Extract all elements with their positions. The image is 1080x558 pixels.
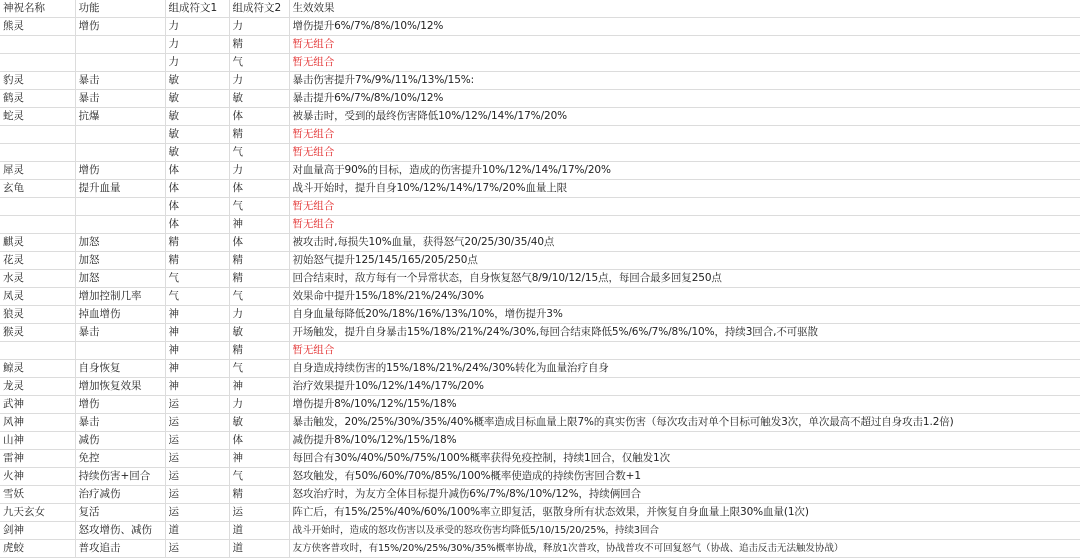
cell-name: 凤灵 [0, 288, 75, 306]
cell-function: 减伤 [75, 432, 165, 450]
cell-function: 暴击 [75, 324, 165, 342]
cell-effect: 阵亡后，有15%/25%/40%/60%/100%率立即复活，驱散身所有状态效果，并恢复自身血量上限30%血量(1次) [289, 504, 1080, 522]
table-row [0, 162, 1080, 180]
cell-rune-2: 敏 [229, 414, 289, 432]
cell-name: 风神 [0, 414, 75, 432]
table-row [0, 468, 1080, 486]
table-row [0, 72, 1080, 90]
cell-function: 加怒 [75, 270, 165, 288]
header-rune-1: 组成符文1 [165, 0, 229, 18]
cell-function: 暴击 [75, 72, 165, 90]
cell-rune-1: 运 [165, 504, 229, 522]
cell-function: 暴击 [75, 90, 165, 108]
cell-name [0, 144, 75, 162]
cell-effect: 减伤提升8%/10%/12%/15%/18% [289, 432, 1080, 450]
table-row [0, 540, 1080, 558]
cell-rune-2: 气 [229, 54, 289, 72]
table-row [0, 90, 1080, 108]
table-row [0, 144, 1080, 162]
cell-function: 治疗减伤 [75, 486, 165, 504]
cell-function: 复活 [75, 504, 165, 522]
cell-name: 花灵 [0, 252, 75, 270]
cell-effect: 自身造成持续伤害的15%/18%/21%/24%/30%转化为血量治疗自身 [289, 360, 1080, 378]
cell-name [0, 36, 75, 54]
cell-function: 暴击 [75, 414, 165, 432]
cell-function: 增伤 [75, 18, 165, 36]
cell-rune-2: 精 [229, 270, 289, 288]
header-function: 功能 [75, 0, 165, 18]
cell-effect: 暂无组合 [289, 126, 1080, 144]
cell-function: 怒攻增伤、减伤 [75, 522, 165, 540]
table-row [0, 180, 1080, 198]
table-row [0, 288, 1080, 306]
cell-effect: 暴击触发，20%/25%/30%/35%/40%概率造成目标血量上限7%的真实伤害（每次攻击对单个目标可触发3次，单次最高不超过自身攻击1.2倍) [289, 414, 1080, 432]
cell-rune-1: 运 [165, 450, 229, 468]
cell-function [75, 36, 165, 54]
cell-rune-1: 精 [165, 252, 229, 270]
cell-rune-2: 气 [229, 360, 289, 378]
cell-rune-1: 敏 [165, 144, 229, 162]
table-row [0, 378, 1080, 396]
cell-name: 狼灵 [0, 306, 75, 324]
cell-rune-2: 精 [229, 486, 289, 504]
cell-name: 犀灵 [0, 162, 75, 180]
cell-rune-1: 敏 [165, 72, 229, 90]
cell-effect: 暴击提升6%/7%/8%/10%/12% [289, 90, 1080, 108]
cell-rune-1: 力 [165, 18, 229, 36]
cell-function: 增加控制几率 [75, 288, 165, 306]
table-row [0, 234, 1080, 252]
cell-rune-2: 敏 [229, 90, 289, 108]
cell-rune-1: 神 [165, 324, 229, 342]
cell-function: 增伤 [75, 396, 165, 414]
cell-function: 持续伤害+回合 [75, 468, 165, 486]
cell-name: 鹤灵 [0, 90, 75, 108]
cell-name [0, 126, 75, 144]
cell-effect: 暂无组合 [289, 36, 1080, 54]
cell-rune-2: 精 [229, 126, 289, 144]
cell-function [75, 342, 165, 360]
cell-rune-1: 力 [165, 36, 229, 54]
cell-rune-1: 运 [165, 414, 229, 432]
cell-function [75, 126, 165, 144]
table-row [0, 414, 1080, 432]
cell-function: 免控 [75, 450, 165, 468]
cell-effect: 对血量高于90%的目标，造成的伤害提升10%/12%/14%/17%/20% [289, 162, 1080, 180]
cell-rune-2: 气 [229, 288, 289, 306]
cell-rune-1: 运 [165, 468, 229, 486]
cell-name: 鲸灵 [0, 360, 75, 378]
cell-name [0, 198, 75, 216]
cell-function: 增加恢复效果 [75, 378, 165, 396]
cell-rune-2: 道 [229, 540, 289, 558]
cell-rune-2: 力 [229, 306, 289, 324]
cell-effect: 暂无组合 [289, 54, 1080, 72]
table-row [0, 486, 1080, 504]
table-row [0, 360, 1080, 378]
table-row [0, 306, 1080, 324]
cell-rune-1: 体 [165, 216, 229, 234]
cell-rune-2: 体 [229, 234, 289, 252]
cell-effect: 怒攻触发，有50%/60%/70%/85%/100%概率使造成的持续伤害回合数+1 [289, 468, 1080, 486]
cell-effect: 战斗开始时，提升自身10%/12%/14%/17%/20%血量上限 [289, 180, 1080, 198]
cell-effect: 开场触发，提升自身暴击15%/18%/21%/24%/30%,每回合结束降低5%/6%/7%/8%/10%，持续3回合,不可驱散 [289, 324, 1080, 342]
table-row [0, 108, 1080, 126]
cell-rune-2: 精 [229, 342, 289, 360]
cell-rune-2: 气 [229, 198, 289, 216]
cell-name: 熊灵 [0, 18, 75, 36]
cell-effect: 治疗效果提升10%/12%/14%/17%/20% [289, 378, 1080, 396]
cell-effect: 初始怒气提升125/145/165/205/250点 [289, 252, 1080, 270]
cell-effect: 友方侠客普攻时，有15%/20%/25%/30%/35%概率协战，释放1次普攻，协战普攻不可回复怒气（协战、追击反击无法触发协战） [289, 540, 1080, 558]
table-row [0, 198, 1080, 216]
cell-rune-1: 运 [165, 486, 229, 504]
table-row [0, 54, 1080, 72]
cell-name: 雷神 [0, 450, 75, 468]
cell-rune-1: 力 [165, 54, 229, 72]
table-row [0, 252, 1080, 270]
cell-rune-2: 气 [229, 144, 289, 162]
table-row [0, 396, 1080, 414]
cell-effect: 暂无组合 [289, 144, 1080, 162]
cell-rune-1: 运 [165, 432, 229, 450]
cell-name [0, 342, 75, 360]
cell-name [0, 54, 75, 72]
cell-rune-2: 神 [229, 450, 289, 468]
cell-rune-1: 敏 [165, 108, 229, 126]
cell-function: 加怒 [75, 234, 165, 252]
table-row [0, 126, 1080, 144]
table-row [0, 216, 1080, 234]
cell-rune-1: 敏 [165, 90, 229, 108]
cell-rune-2: 体 [229, 432, 289, 450]
cell-rune-2: 气 [229, 468, 289, 486]
cell-name: 火神 [0, 468, 75, 486]
cell-name: 豹灵 [0, 72, 75, 90]
table-row [0, 450, 1080, 468]
cell-effect: 增伤提升6%/7%/8%/10%/12% [289, 18, 1080, 36]
cell-effect: 被暴击时，受到的最终伤害降低10%/12%/14%/17%/20% [289, 108, 1080, 126]
header-row [0, 0, 1080, 18]
cell-rune-2: 运 [229, 504, 289, 522]
table-row [0, 18, 1080, 36]
cell-rune-1: 运 [165, 396, 229, 414]
table-row [0, 270, 1080, 288]
cell-name: 虎蛟 [0, 540, 75, 558]
cell-effect: 暂无组合 [289, 198, 1080, 216]
cell-name [0, 216, 75, 234]
cell-effect: 被攻击时,每损失10%血量，获得怒气20/25/30/35/40点 [289, 234, 1080, 252]
cell-rune-1: 气 [165, 288, 229, 306]
cell-rune-2: 力 [229, 72, 289, 90]
cell-rune-1: 神 [165, 342, 229, 360]
cell-rune-1: 体 [165, 198, 229, 216]
cell-effect: 回合结束时，敌方每有一个异常状态，自身恢复怒气8/9/10/12/15点，每回合最多回复250点 [289, 270, 1080, 288]
cell-effect: 自身血量每降低20%/18%/16%/13%/10%，增伤提升3% [289, 306, 1080, 324]
cell-rune-2: 神 [229, 216, 289, 234]
table-row [0, 522, 1080, 540]
cell-function [75, 54, 165, 72]
table-row [0, 432, 1080, 450]
cell-rune-1: 道 [165, 522, 229, 540]
cell-function: 抗爆 [75, 108, 165, 126]
header-effect: 生效效果 [289, 0, 1080, 18]
cell-rune-1: 敏 [165, 126, 229, 144]
cell-rune-2: 神 [229, 378, 289, 396]
cell-effect: 每回合有30%/40%/50%/75%/100%概率获得免疫控制，持续1回合，仅触发1次 [289, 450, 1080, 468]
cell-rune-1: 气 [165, 270, 229, 288]
cell-function: 自身恢复 [75, 360, 165, 378]
cell-rune-2: 体 [229, 108, 289, 126]
table-row [0, 36, 1080, 54]
cell-function: 普攻追击 [75, 540, 165, 558]
cell-name: 猴灵 [0, 324, 75, 342]
cell-rune-2: 力 [229, 162, 289, 180]
cell-name: 山神 [0, 432, 75, 450]
cell-rune-2: 力 [229, 18, 289, 36]
cell-effect: 暂无组合 [289, 342, 1080, 360]
table-row [0, 324, 1080, 342]
cell-rune-2: 精 [229, 36, 289, 54]
cell-effect: 战斗开始时，造成的怒攻伤害以及承受的怒攻伤害均降低5/10/15/20/25%，持续3回合 [289, 522, 1080, 540]
cell-effect: 暴击伤害提升7%/9%/11%/13%/15%: [289, 72, 1080, 90]
cell-rune-2: 精 [229, 252, 289, 270]
cell-rune-2: 敏 [229, 324, 289, 342]
cell-name: 剑神 [0, 522, 75, 540]
cell-function: 提升血量 [75, 180, 165, 198]
cell-function [75, 216, 165, 234]
cell-name: 九天玄女 [0, 504, 75, 522]
cell-effect: 效果命中提升15%/18%/21%/24%/30% [289, 288, 1080, 306]
cell-function: 掉血增伤 [75, 306, 165, 324]
cell-name: 玄龟 [0, 180, 75, 198]
cell-rune-1: 运 [165, 540, 229, 558]
header-name: 神祝名称 [0, 0, 75, 18]
cell-rune-1: 神 [165, 306, 229, 324]
cell-rune-1: 体 [165, 162, 229, 180]
cell-name: 蛇灵 [0, 108, 75, 126]
cell-function: 加怒 [75, 252, 165, 270]
cell-name: 水灵 [0, 270, 75, 288]
cell-effect: 暂无组合 [289, 216, 1080, 234]
cell-rune-1: 精 [165, 234, 229, 252]
cell-function [75, 144, 165, 162]
cell-rune-1: 体 [165, 180, 229, 198]
cell-name: 麒灵 [0, 234, 75, 252]
table-row [0, 342, 1080, 360]
cell-rune-2: 力 [229, 396, 289, 414]
header-rune-2: 组成符文2 [229, 0, 289, 18]
table-row [0, 504, 1080, 522]
cell-function [75, 198, 165, 216]
cell-effect: 怒攻治疗时，为友方全体目标提升减伤6%/7%/8%/10%/12%，持续俩回合 [289, 486, 1080, 504]
table-body [0, 18, 1080, 558]
cell-rune-1: 神 [165, 360, 229, 378]
cell-effect: 增伤提升8%/10%/12%/15%/18% [289, 396, 1080, 414]
cell-rune-2: 体 [229, 180, 289, 198]
cell-rune-2: 道 [229, 522, 289, 540]
cell-function: 增伤 [75, 162, 165, 180]
cell-rune-1: 神 [165, 378, 229, 396]
cell-name: 雪妖 [0, 486, 75, 504]
cell-name: 龙灵 [0, 378, 75, 396]
cell-name: 武神 [0, 396, 75, 414]
